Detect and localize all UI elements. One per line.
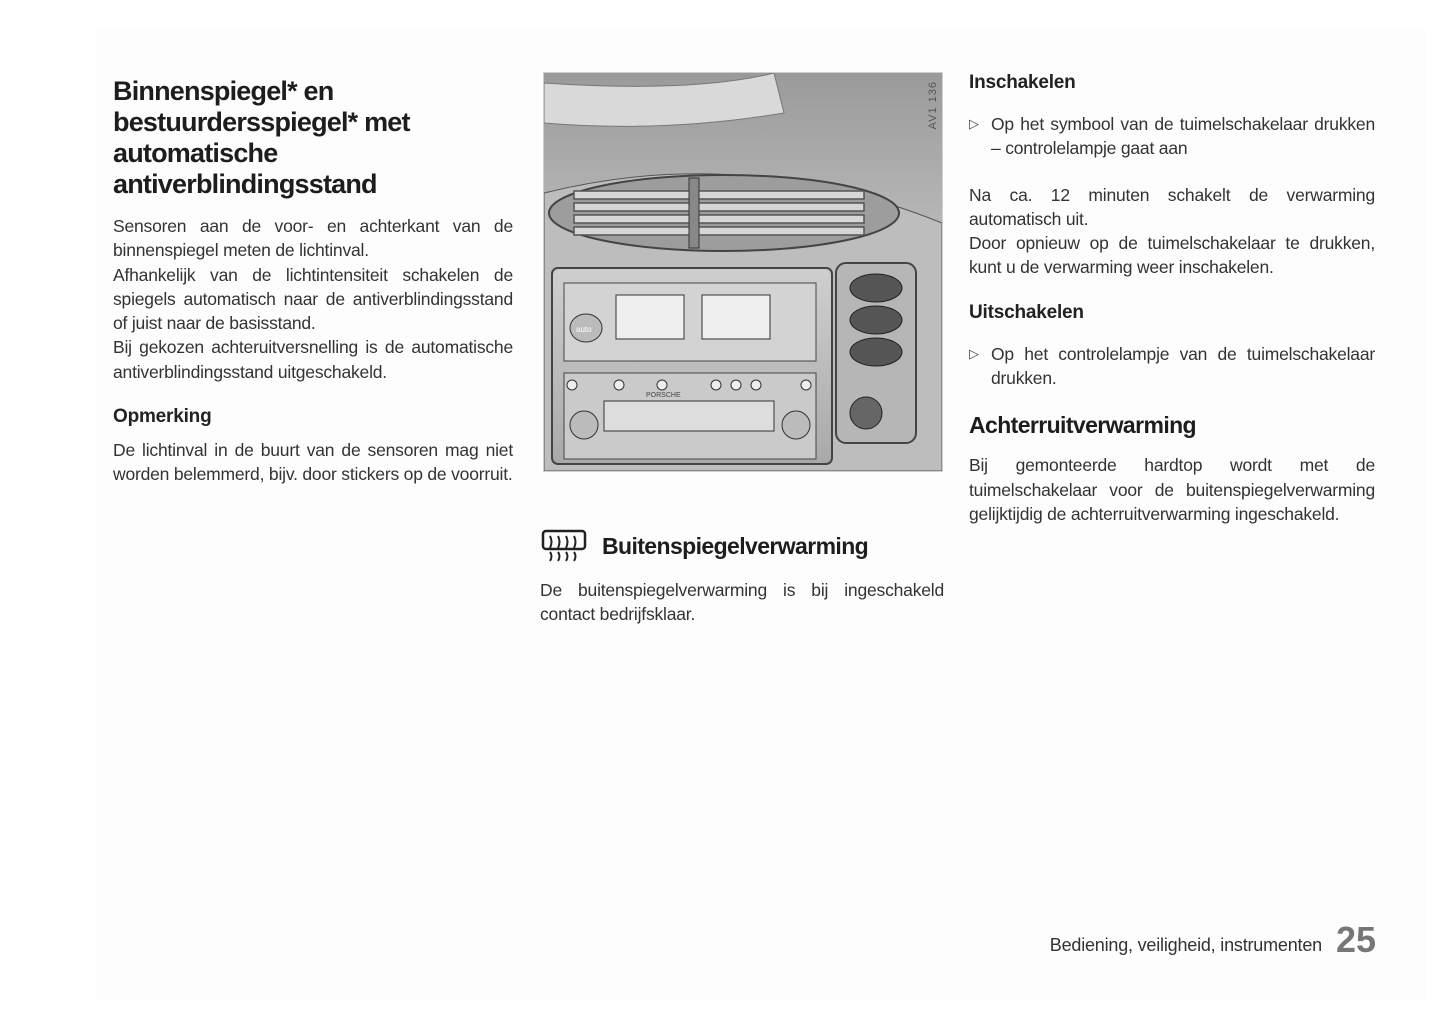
- on-bullet-text: Op het symbool van de tuimelschakelaar drukken – controlelampje gaat aan: [991, 114, 1375, 159]
- left-column: [113, 76, 513, 487]
- figure-code: AV1 136: [927, 81, 939, 130]
- intro-paragraph: Sensoren aan de voor- en achterkant van de binnenspiegel meten de lichtinval.: [113, 216, 513, 261]
- off-bullet-text: Op het controlelampje van de tuimelschakelaar drukken.: [991, 343, 1375, 389]
- title-line: Binnenspiegel* en: [113, 76, 334, 106]
- off-heading: Uitschakelen: [969, 301, 1084, 323]
- triangle-right-icon: ▷: [969, 345, 979, 361]
- auto-button-label: auto: [576, 325, 592, 334]
- title-line: bestuurdersspiegel* met: [113, 107, 410, 137]
- rear-heading: Achterruitverwarming: [969, 412, 1197, 439]
- section-title: [113, 76, 513, 200]
- middle-column: [540, 72, 944, 627]
- heating-heading-row: [540, 528, 944, 564]
- triangle-right-icon: ▷: [969, 116, 979, 131]
- intro-paragraph: Afhankelijk van de lichtintensiteit schakelen de spiegels automatisch naar de antiverblindingsstand of juist naar de basisstand.: [113, 264, 513, 334]
- right-column: [969, 72, 1375, 526]
- rear-heater-icon: [540, 528, 588, 564]
- list-item: [969, 342, 1375, 391]
- section-label: Bediening, veiligheid, instrumenten: [1049, 935, 1322, 955]
- on-info-2: Door opnieuw op de tuimelschakelaar te drukken, kunt u de verwarming weer inschakelen.: [969, 233, 1375, 278]
- rear-text: Bij gemonteerde hardtop wordt met de tuimelschakelaar voor de buitenspiegelverwarming gelijktijdig de achterruitverwarming ingeschakeld.: [969, 455, 1375, 524]
- intro-paragraph: Bij gekozen achteruitversnelling is de automatische antiverblindingsstand uitgeschakeld.: [113, 337, 513, 382]
- on-info-1: Na ca. 12 minuten schakelt de verwarming automatisch uit.: [969, 184, 1375, 229]
- page-footer: [1036, 920, 1376, 960]
- list-item: [969, 112, 1375, 161]
- title-line: antiverblindingsstand: [113, 169, 377, 199]
- dashboard-illustration: [543, 72, 943, 472]
- note-heading: Opmerking: [113, 406, 212, 428]
- center-console-drawing: [544, 73, 942, 471]
- heating-heading: Buitenspiegelverwarming: [602, 532, 869, 559]
- page-number: 25: [1335, 919, 1376, 960]
- note-text: De lichtinval in de buurt van de sensoren mag niet worden belemmerd, bijv. door stickers op de voorruit.: [113, 440, 513, 485]
- heating-text: De buitenspiegelverwarming is bij ingeschakeld contact bedrijfsklaar.: [540, 580, 944, 625]
- title-line: automatische: [113, 138, 278, 168]
- on-heading: Inschakelen: [969, 72, 1076, 93]
- brand-label: PORSCHE: [646, 392, 681, 399]
